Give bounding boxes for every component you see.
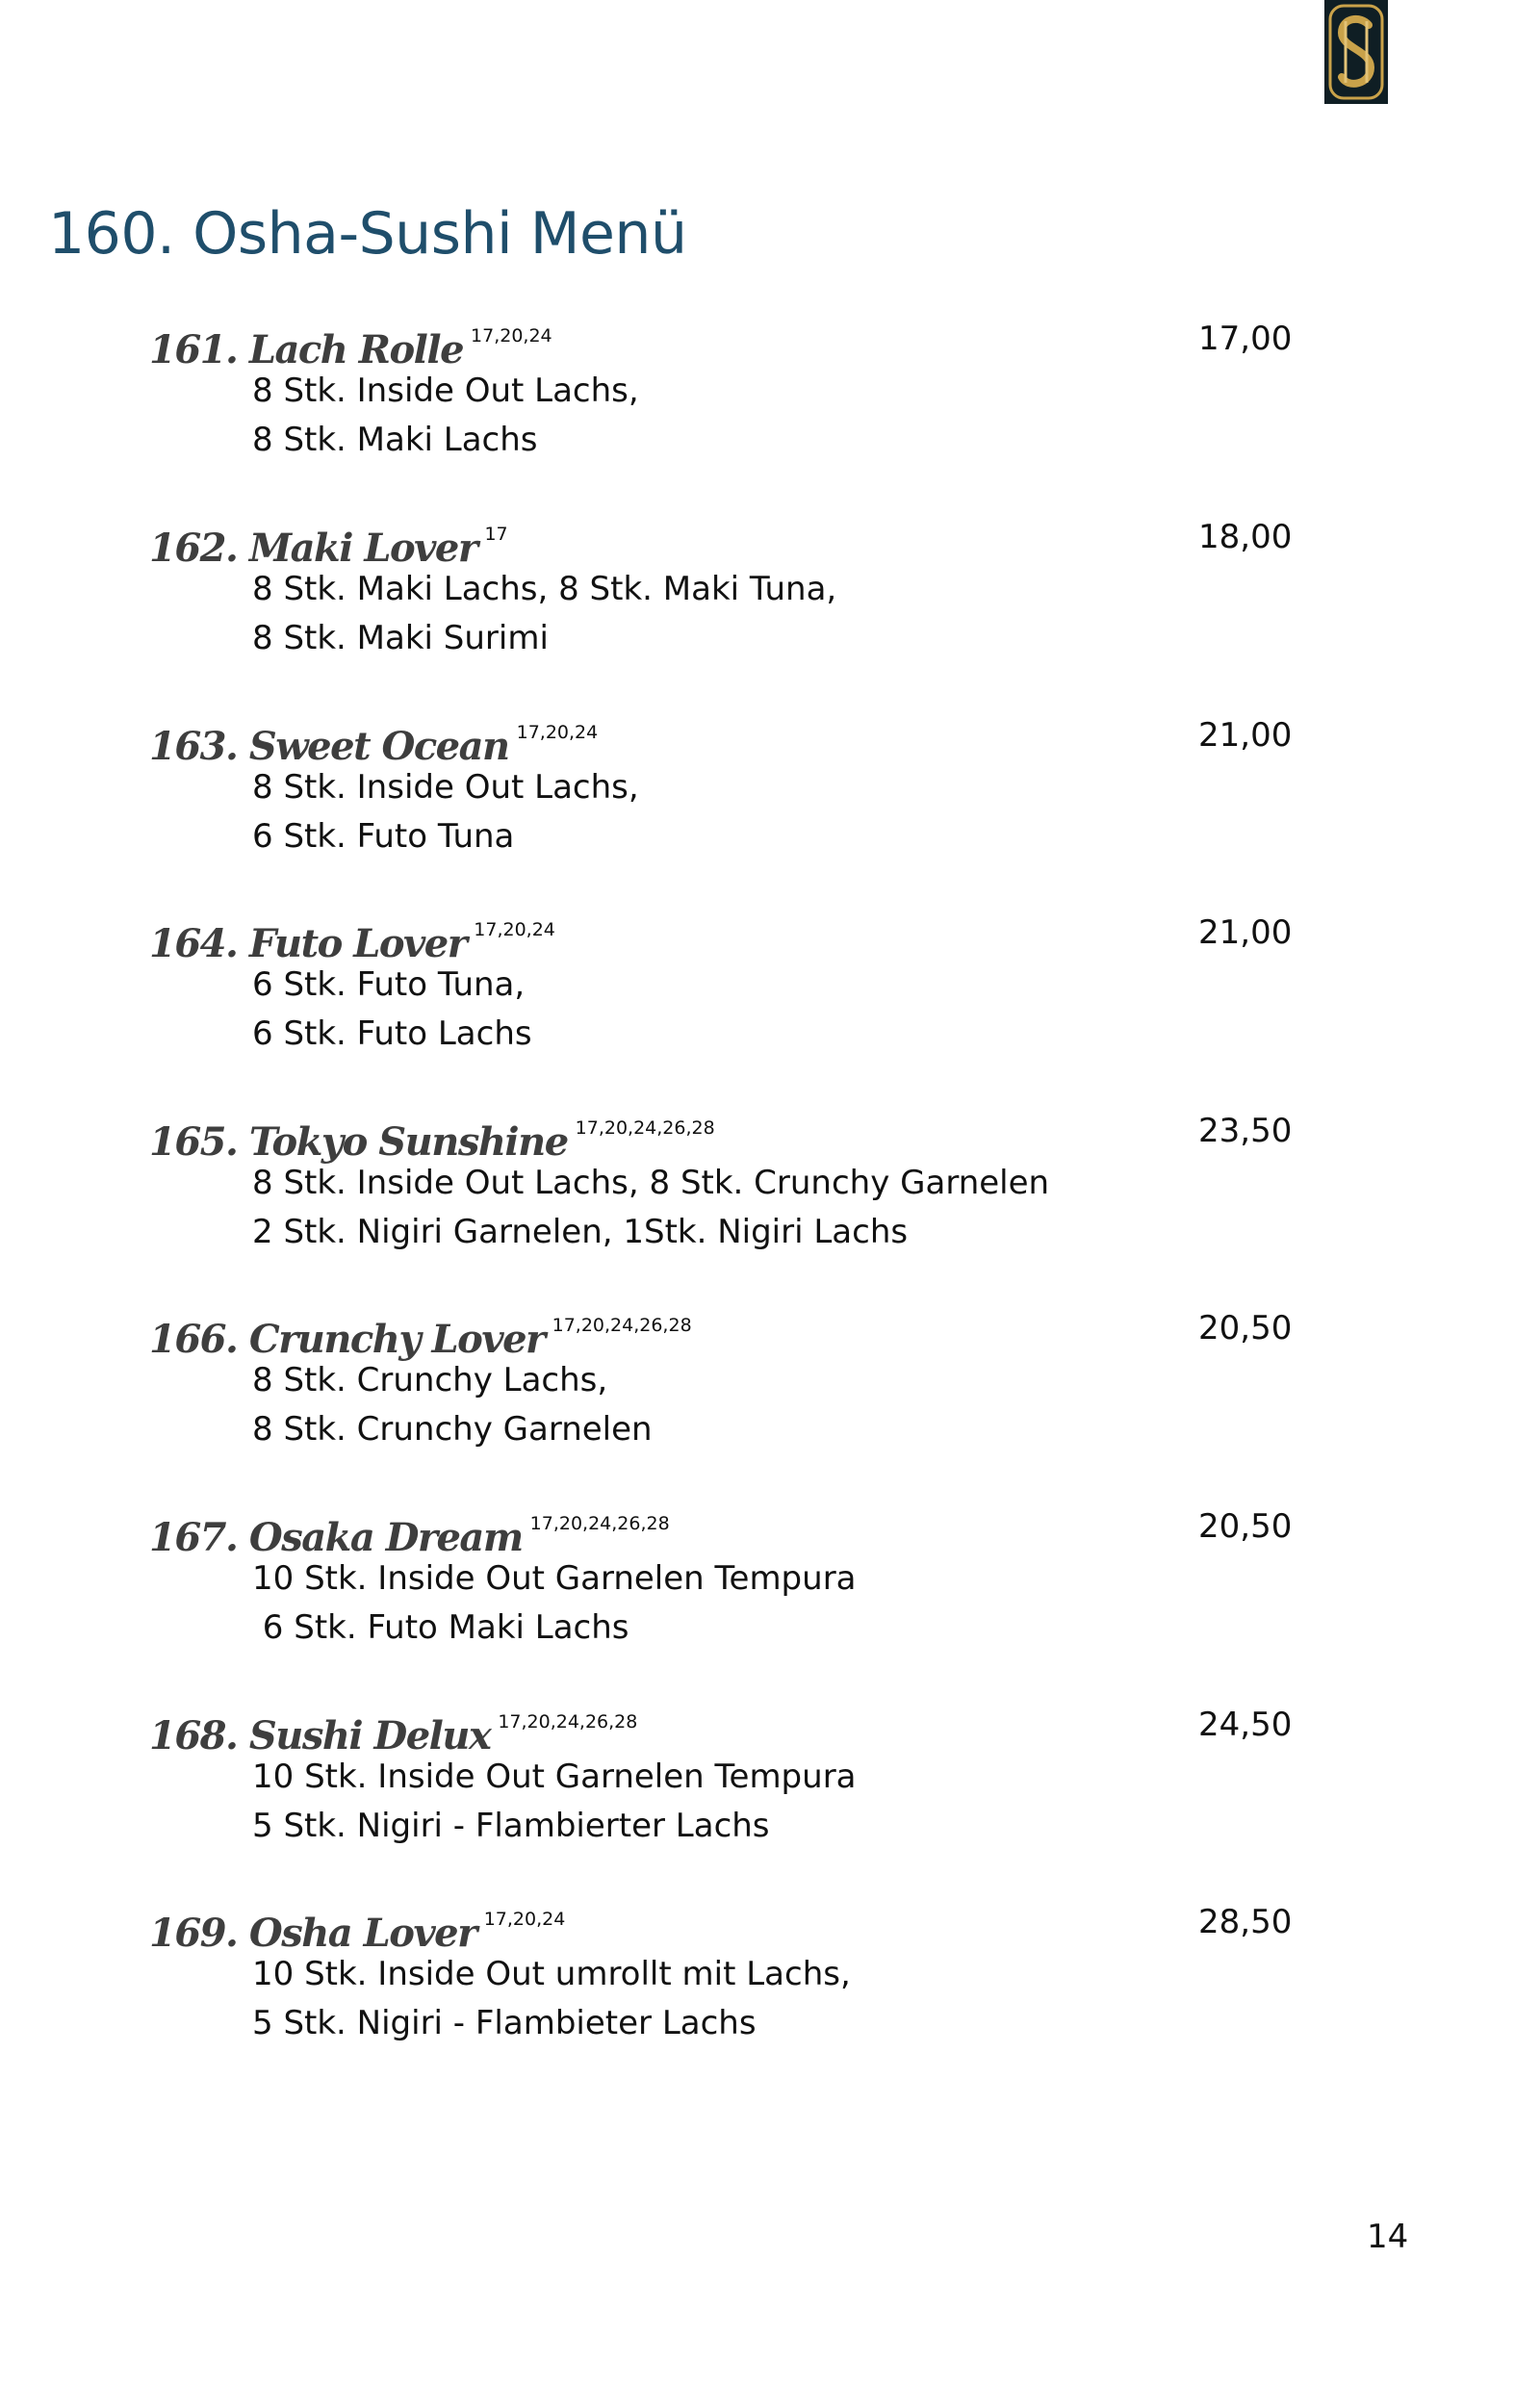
menu-item (0, 1104, 1540, 1277)
item-allergens: 17,20,24,26,28 (575, 1117, 715, 1139)
logo-monogram-icon (1324, 0, 1388, 104)
item-description-line: 5 Stk. Nigiri - Flambierter Lachs (252, 1807, 770, 1845)
item-name: 169. Osha Lover (149, 1911, 476, 1956)
item-name: 165. Tokyo Sunshine (149, 1119, 568, 1165)
item-allergens: 17,20,24 (483, 1909, 566, 1930)
item-price: 28,50 (1198, 1903, 1293, 1941)
item-name: 162. Maki Lover (149, 526, 477, 571)
restaurant-logo (1324, 0, 1388, 104)
menu-item (0, 1698, 1540, 1871)
menu-item (0, 312, 1540, 485)
item-price: 24,50 (1198, 1706, 1293, 1744)
page-title: 160. Osha-Sushi Menü (48, 200, 687, 268)
item-allergens: 17,20,24 (516, 722, 599, 743)
item-allergens: 17,20,24,26,28 (552, 1315, 692, 1336)
item-price: 23,50 (1198, 1112, 1293, 1150)
item-name: 166. Crunchy Lover (149, 1317, 545, 1362)
item-price: 21,00 (1198, 913, 1293, 952)
item-allergens: 17,20,24,26,28 (529, 1513, 670, 1534)
item-price: 18,00 (1198, 518, 1293, 556)
menu-item (0, 906, 1540, 1079)
page-number: 14 (1367, 2218, 1409, 2256)
item-allergens: 17,20,24,26,28 (498, 1711, 638, 1732)
item-price: 20,50 (1198, 1507, 1293, 1546)
item-name: 163. Sweet Ocean (149, 724, 509, 769)
menu-item (0, 510, 1540, 683)
item-description-line: 2 Stk. Nigiri Garnelen, 1Stk. Nigiri Lachs (252, 1213, 909, 1251)
item-description-line: 8 Stk. Inside Out Lachs, 8 Stk. Crunchy Garnelen (252, 1164, 1050, 1202)
menu-item (0, 708, 1540, 882)
item-name: 168. Sushi Delux (149, 1713, 491, 1758)
item-allergens: 17,20,24 (474, 919, 555, 940)
item-description-line: 10 Stk. Inside Out umrollt mit Lachs, (252, 1955, 851, 1993)
item-description-line: 6 Stk. Futo Lachs (252, 1014, 532, 1053)
item-price: 21,00 (1198, 716, 1293, 755)
item-name: 164. Futo Lover (149, 921, 467, 966)
item-price: 20,50 (1198, 1309, 1293, 1348)
item-description-line: 10 Stk. Inside Out Garnelen Tempura (252, 1758, 857, 1796)
item-description-line: 8 Stk. Inside Out Lachs, (252, 372, 639, 410)
menu-item (0, 1301, 1540, 1475)
item-description-line: 8 Stk. Maki Surimi (252, 619, 549, 657)
item-description-line: 6 Stk. Futo Maki Lachs (252, 1608, 629, 1647)
item-description-line: 8 Stk. Maki Lachs (252, 421, 538, 459)
item-price: 17,00 (1198, 320, 1293, 358)
item-description-line: 8 Stk. Crunchy Lachs, (252, 1361, 608, 1399)
item-allergens: 17 (484, 524, 508, 545)
menu-item (0, 1895, 1540, 2068)
item-description-line: 6 Stk. Futo Tuna, (252, 965, 526, 1004)
item-description-line: 8 Stk. Inside Out Lachs, (252, 768, 639, 807)
item-description-line: 6 Stk. Futo Tuna (252, 817, 515, 856)
item-description-line: 8 Stk. Maki Lachs, 8 Stk. Maki Tuna, (252, 570, 837, 608)
item-description-line: 8 Stk. Crunchy Garnelen (252, 1410, 653, 1449)
item-description-line: 10 Stk. Inside Out Garnelen Tempura (252, 1559, 857, 1598)
item-name: 161. Lach Rolle (149, 327, 464, 372)
item-allergens: 17,20,24 (471, 325, 552, 346)
item-description-line: 5 Stk. Nigiri - Flambieter Lachs (252, 2004, 757, 2042)
item-name: 167. Osaka Dream (149, 1515, 523, 1560)
menu-item (0, 1500, 1540, 1673)
